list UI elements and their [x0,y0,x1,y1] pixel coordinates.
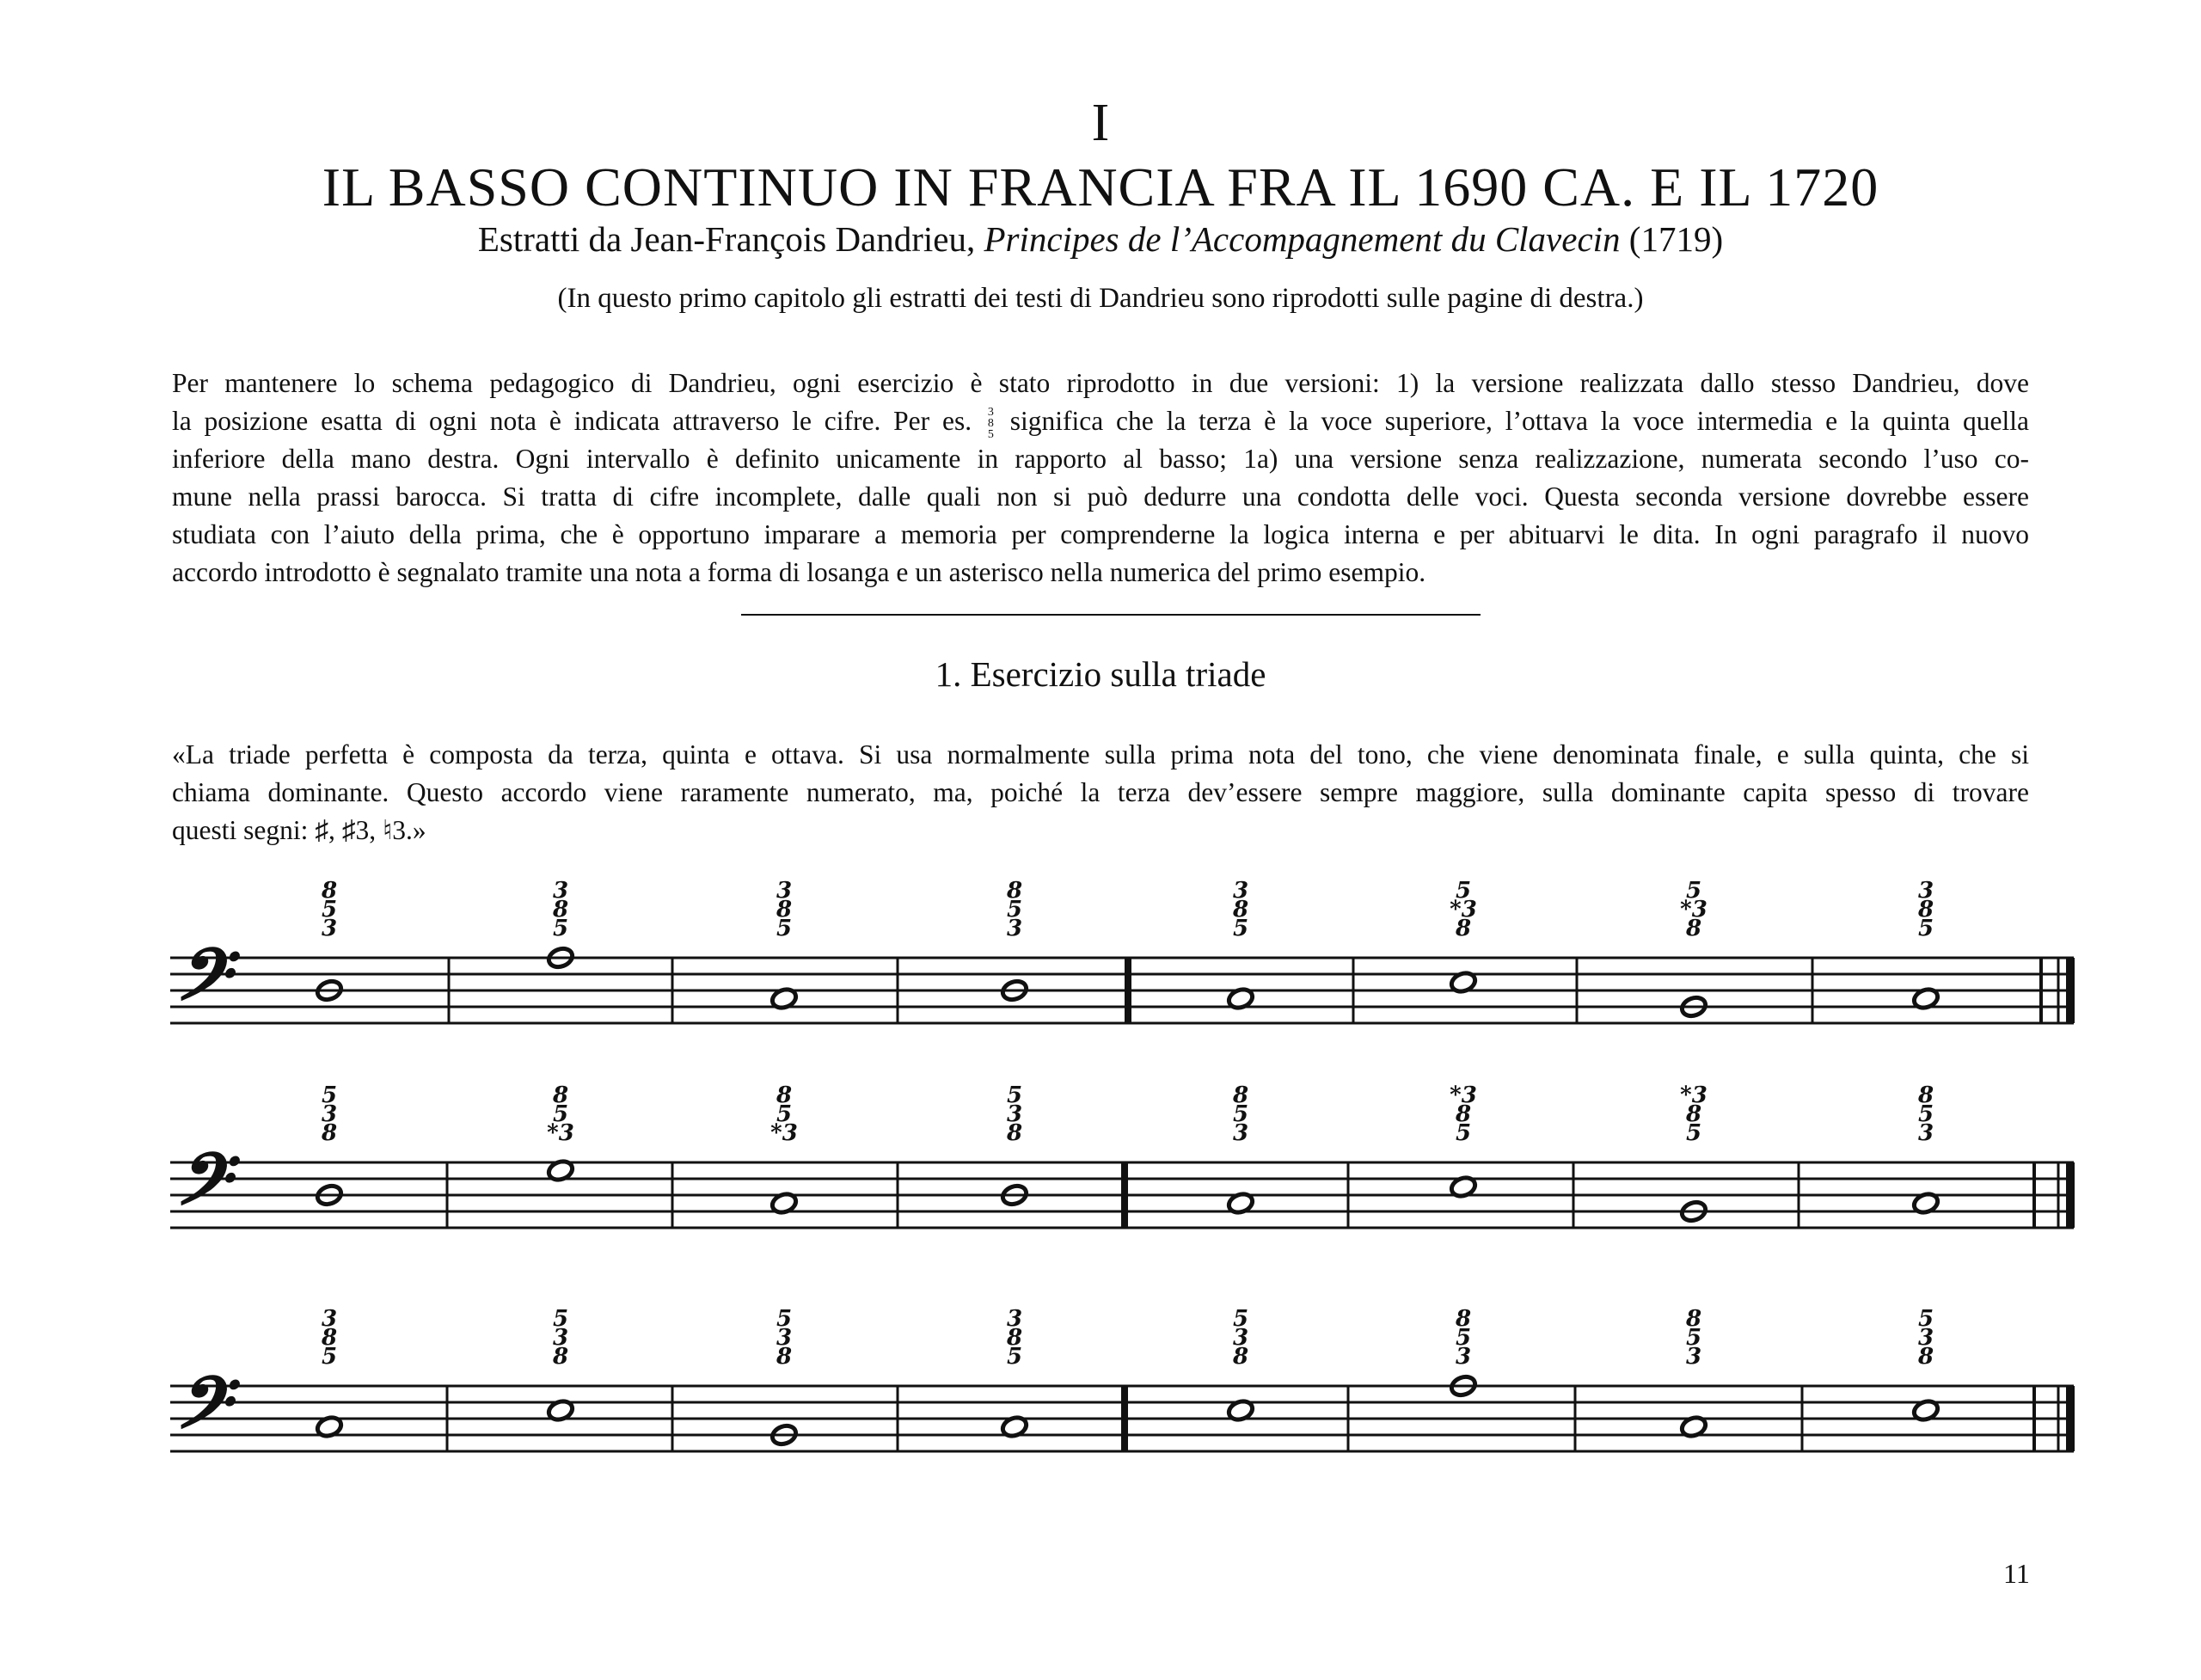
figured-bass-digit: 8 [1455,1101,1472,1127]
figured-bass-digit: 5 [1917,1306,1934,1332]
section-heading: 1. Esercizio sulla triade [935,654,1266,694]
figured-bass-digit: 3 [776,878,793,904]
figured-bass-digit: 3 [321,1306,338,1332]
figured-bass-digit: 3 [1006,1101,1023,1127]
figured-bass-digit: 3 [321,916,338,941]
intro-line: studiata con l’aiuto della prima, che è opportuno imparare a memoria per comprenderne la logica interna e per abituarvi le dita. In ogni paragrafo il nuovo [172,519,2029,550]
figured-bass-digit: 8 [1006,1325,1023,1351]
figured-bass-digit: 3 [1917,1325,1934,1351]
figure-digit: 8 [987,417,994,431]
figured-bass-digit: 3 [1232,1325,1249,1351]
figured-bass-digit: 5 [1232,1306,1249,1332]
bass-clef-icon: 𝄢 [172,1360,228,1462]
figured-bass-digit: 5 [1685,1325,1702,1351]
figured-bass-digit: 8 [776,897,793,923]
figured-bass-digit: 8 [321,1120,338,1146]
figured-bass-digit: 8 [1917,1344,1934,1370]
figured-bass-digit: 8 [1232,1082,1249,1108]
figured-bass-digit: 5 [552,916,569,941]
figured-bass-digit: 8 [1006,1120,1023,1146]
figured-bass-digit: 3 [1006,1306,1023,1332]
figured-bass-digit: 5 [1685,878,1702,904]
figured-bass-digit: 3 [321,1101,338,1127]
figured-bass-digit: 8 [1685,916,1702,941]
figured-bass-digit: 3 [1455,1344,1472,1370]
figured-bass-digit: 5 [1006,1082,1023,1108]
figured-bass-digit: 5 [776,1101,793,1127]
intro-line: inferiore della mano destra. Ogni intervallo è definito unicamente in rapporto al basso; 1a) una versione senza realizzazione, numerata secondo l’uso co- [172,444,2029,475]
figured-bass-digit: 8 [1006,878,1023,904]
figure-digit: 3 [987,406,994,420]
figured-bass-digit: 5 [1917,916,1934,941]
intro-line-prefix: la posizione esatta di ogni nota è indicata attraverso le cifre. Per es. [172,406,972,436]
figured-bass-digit: 3 [1006,916,1023,941]
figured-bass-digit: 8 [776,1344,793,1370]
figured-bass-digit: 8 [1685,1306,1702,1332]
chapter-note: (In questo primo capitolo gli estratti dei testi di Dandrieu sono riprodotti sulle pagine di destra.) [557,283,1644,314]
figured-bass-digit: 5 [776,916,793,941]
chapter-title: IL BASSO CONTINUO IN FRANCIA FRA IL 1690 CA. E IL 1720 [322,156,1879,218]
subtitle-prefix: Estratti da Jean-François Dandrieu, [477,219,984,259]
figured-bass-digit: 8 [1232,1344,1249,1370]
figured-bass-digit: 3 [1917,1120,1934,1146]
figured-bass-digit: 8 [552,1344,569,1370]
figured-bass-digit: 5 [1232,916,1249,941]
figured-bass-digit: 5 [1455,878,1472,904]
quote-line: questi segni: ♯, ♯3, ♮3.» [172,815,426,845]
quote-line: «La triade perfetta è composta da terza, quinta e ottava. Si usa normalmente sulla prima nota del tono, che viene denominata finale, e sulla quinta, che si [172,739,2029,769]
figured-bass-digit: 3 [776,1325,793,1351]
figured-bass-digit: 5 [1685,1120,1702,1146]
figured-bass-digit: *3 [547,1120,574,1146]
figured-bass-digit: 8 [1917,897,1934,923]
figured-bass-digit: 5 [1006,897,1023,923]
figured-bass-digit: 5 [321,897,338,923]
figured-bass-digit: *3 [1450,897,1477,923]
subtitle-year: (1719) [1620,219,1724,259]
figured-bass-digit: 5 [552,1306,569,1332]
figure-digit: 5 [987,428,994,442]
figured-bass-digit: 3 [1232,878,1249,904]
bass-clef-icon: 𝄢 [172,932,228,1034]
figured-bass-digit: 8 [321,878,338,904]
figured-bass-digit: 8 [1685,1101,1702,1127]
intro-line: mune nella prassi barocca. Si tratta di cifre incomplete, dalle quali non si può dedurre una condotta delle voci. Questa seconda versione dovrebbe essere [172,481,2029,512]
chapter-number: I [1091,94,1110,152]
figured-bass-digit: 5 [321,1344,338,1370]
intro-line-suffix: significa che la terza è la voce superiore, l’ottava la voce intermedia e la quinta quella [1009,406,2030,436]
page-number: 11 [2003,1558,2030,1589]
figured-bass-digit: 8 [776,1082,793,1108]
figured-bass-digit: 5 [321,1082,338,1108]
figured-bass-digit: 3 [552,1325,569,1351]
figured-bass-digit: 3 [1685,1344,1702,1370]
figured-bass-digit: 8 [552,897,569,923]
subtitle-work-title: Principes de l’Accompagnement du Clavecin [984,219,1621,259]
figured-bass-digit: 8 [552,1082,569,1108]
intro-line: accordo introdotto è segnalato tramite una nota a forma di losanga e un asterisco nella numerica del primo esempio. [172,557,1426,588]
figured-bass-digit: 5 [1455,1120,1472,1146]
figured-bass-digit: 8 [1917,1082,1934,1108]
figured-bass-digit: 5 [1006,1344,1023,1370]
figured-bass-digit: 5 [1917,1101,1934,1127]
quote-line: chiama dominante. Questo accordo viene raramente numerato, ma, poiché la terza dev’essere sempre maggiore, sulla dominante capita spesso di trovare [172,777,2029,807]
figured-bass-digit: *3 [770,1120,798,1146]
intro-line: Per mantenere lo schema pedagogico di Dandrieu, ogni esercizio è stato riprodotto in due versioni: 1) la versione realizzata dallo stesso Dandrieu, dove [172,368,2029,398]
figured-bass-digit: 8 [1455,916,1472,941]
figured-bass-digit: 3 [552,878,569,904]
figured-bass-digit: 5 [1232,1101,1249,1127]
bass-clef-icon: 𝄢 [172,1137,228,1239]
figured-bass-digit: *3 [1450,1082,1477,1108]
figured-bass-digit: 5 [776,1306,793,1332]
figured-bass-digit: 5 [552,1101,569,1127]
figured-bass-digit: 5 [1455,1325,1472,1351]
figured-bass-digit: 3 [1232,1120,1249,1146]
figured-bass-digit: 8 [1232,897,1249,923]
figured-bass-digit: 3 [1917,878,1934,904]
figured-bass-digit: *3 [1680,897,1707,923]
figured-bass-digit: 8 [321,1325,338,1351]
figured-bass-digit: *3 [1680,1082,1707,1108]
figured-bass-digit: 8 [1455,1306,1472,1332]
